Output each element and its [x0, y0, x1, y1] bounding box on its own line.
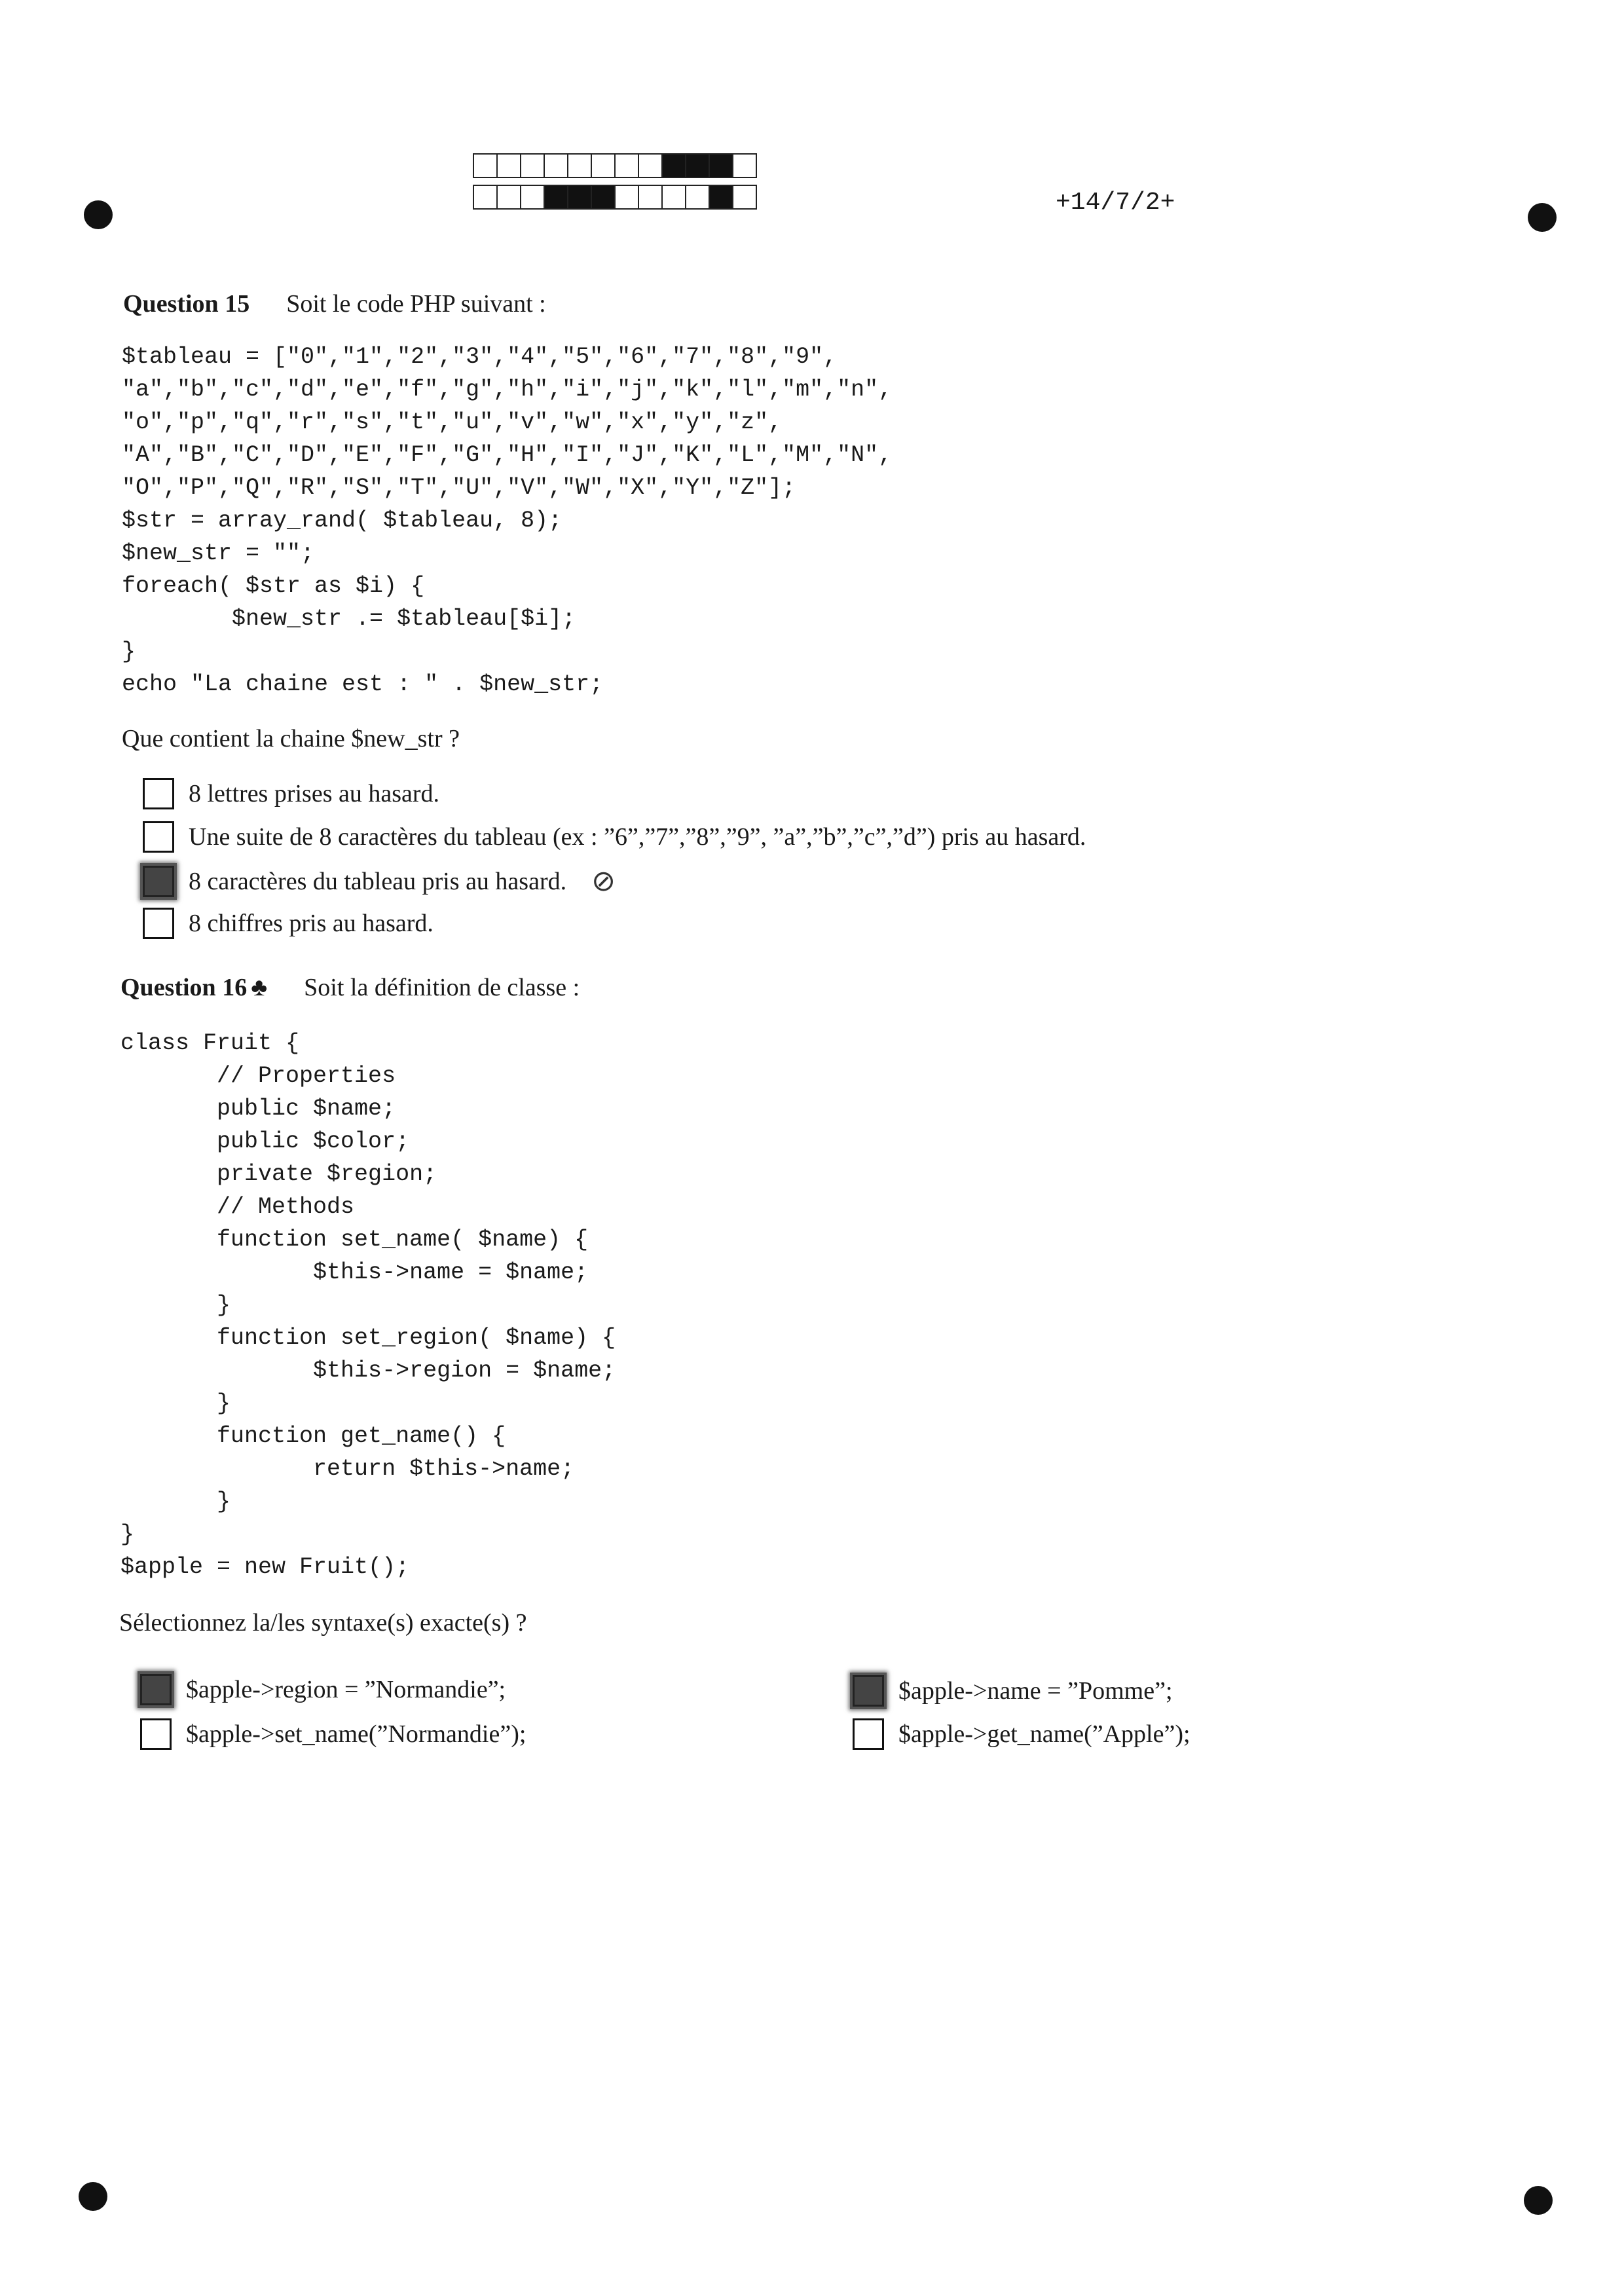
grid-cell-empty: [732, 185, 757, 210]
grid-cell-empty: [638, 185, 663, 210]
question-prompt: Sélectionnez la/les syntaxe(s) exacte(s) ?: [119, 1609, 527, 1637]
grid-cell-filled: [685, 153, 710, 178]
question-intro: Soit le code PHP suivant :: [286, 290, 546, 318]
grid-cell-empty: [544, 153, 568, 178]
question-intro: Soit la définition de classe :: [304, 974, 580, 1001]
grid-cell-empty: [520, 185, 545, 210]
grid-cell-empty: [520, 153, 545, 178]
answer-option[interactable]: [143, 821, 1086, 853]
option-label: $apple->region = ”Normandie”;: [186, 1676, 506, 1703]
registration-dot-top-left: [84, 200, 113, 229]
answer-option[interactable]: [143, 864, 616, 898]
checkbox[interactable]: [140, 1718, 172, 1750]
grid-cell-empty: [473, 185, 498, 210]
answer-option[interactable]: [853, 1675, 1173, 1707]
grid-cell-filled: [661, 153, 686, 178]
answer-option[interactable]: [140, 1674, 506, 1705]
answer-option[interactable]: [853, 1718, 1190, 1750]
checkbox-checked[interactable]: [143, 866, 174, 897]
option-label: $apple->set_name(”Normandie”);: [186, 1720, 526, 1748]
answer-option[interactable]: [143, 778, 439, 809]
registration-dot-bottom-right: [1524, 2186, 1553, 2215]
grid-cell-empty: [567, 153, 592, 178]
checkbox[interactable]: [143, 908, 174, 939]
registration-dot-top-right: [1528, 203, 1557, 232]
id-grid-row-2: [474, 185, 757, 210]
grid-cell-filled: [591, 185, 616, 210]
question-label: Question 16: [120, 974, 248, 1001]
question-15-header: [123, 289, 546, 318]
option-label: 8 lettres prises au hasard.: [189, 780, 440, 807]
grid-cell-filled: [544, 185, 568, 210]
id-grid-row-1: [474, 153, 757, 178]
question-prompt: Que contient la chaine $new_str ?: [122, 725, 460, 752]
checkbox[interactable]: [143, 778, 174, 809]
pen-scribble-icon: ⊘: [591, 865, 616, 897]
answer-option[interactable]: [143, 908, 434, 939]
checkbox[interactable]: [143, 821, 174, 853]
option-label: $apple->name = ”Pomme”;: [898, 1677, 1173, 1705]
checkbox-checked[interactable]: [140, 1674, 172, 1705]
option-label: Une suite de 8 caractères du tableau (ex : ”6”,”7”,”8”,”9”, ”a”,”b”,”c”,”d”) pris au hasard.: [189, 823, 1086, 851]
grid-cell-filled: [709, 153, 733, 178]
grid-cell-empty: [591, 153, 616, 178]
grid-cell-empty: [496, 153, 521, 178]
grid-cell-empty: [614, 185, 639, 210]
grid-cell-empty: [732, 153, 757, 178]
registration-dot-bottom-left: [79, 2182, 107, 2211]
question-label: Question 15: [123, 290, 250, 318]
php-class-code-block: class Fruit { // Properties public $name; public $color; private $region; // Methods function set_name( $name) { $this->name = $name; } function set_region( $name) { $this->region = $name; } function get_name() { return $this->name; } } $apple = new Fruit();: [120, 1030, 616, 1580]
checkbox-checked[interactable]: [853, 1675, 884, 1707]
checkbox[interactable]: [853, 1718, 884, 1750]
grid-cell-empty: [496, 185, 521, 210]
club-icon: ♣: [251, 974, 268, 1001]
grid-cell-empty: [638, 153, 663, 178]
option-label: 8 chiffres pris au hasard.: [189, 910, 434, 937]
grid-cell-filled: [567, 185, 592, 210]
page-id: +14/7/2+: [1056, 189, 1175, 217]
grid-cell-empty: [614, 153, 639, 178]
grid-cell-empty: [661, 185, 686, 210]
grid-cell-filled: [709, 185, 733, 210]
question-16-header: [120, 973, 580, 1002]
option-label: 8 caractères du tableau pris au hasard.: [189, 867, 567, 895]
option-label: $apple->get_name(”Apple”);: [898, 1720, 1190, 1748]
grid-cell-empty: [473, 153, 498, 178]
answer-option[interactable]: [140, 1718, 526, 1750]
php-code-block: $tableau = ["0","1","2","3","4","5","6","7","8","9", "a","b","c","d","e","f","g","h","i","j","k","l","m","n", "o","p","q","r","s","t","u","v","w","x","y","z", "A","B","C","D","E","F","G","H","I","J","K","L","M","N", "O","P","Q","R","S","T","U","V","W","X","Y","Z"]; $str = array_rand( $tableau, 8); $new_str = ""; foreach( $str as $i) { $new_str .= $tableau[$i]; } echo "La chaine est : " . $new_str;: [122, 344, 893, 697]
grid-cell-empty: [685, 185, 710, 210]
